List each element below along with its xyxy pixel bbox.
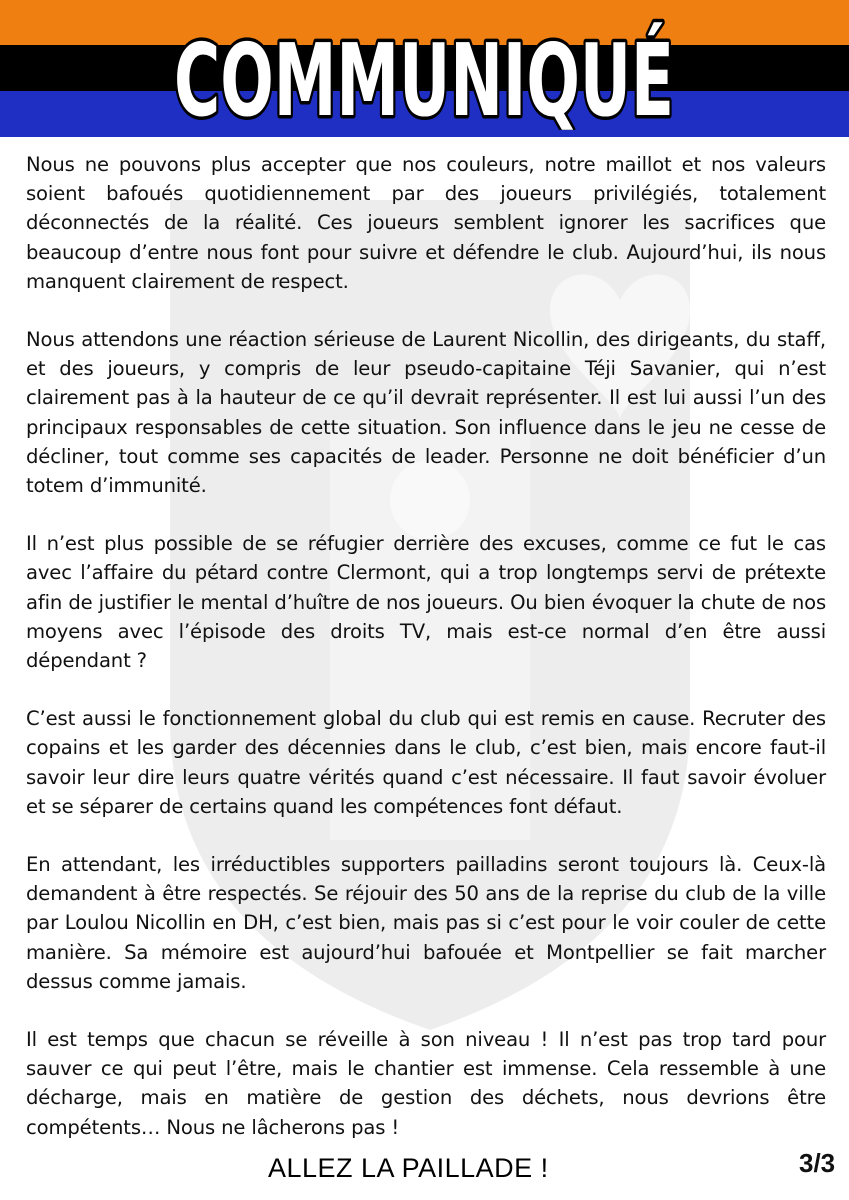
paragraph: Il n’est plus possible de se réfugier derrière des excuses, comme ce fut le cas avec l’affaire du pétard contre Clermont, qui a trop longtemps servi de prétexte afin de justifier le mental d’huître de nos joueurs. Ou bien évoquer la chute de nos moyens avec l’épisode des droits TV, mais est-ce normal d’en être aussi dépendant ? [26,532,826,673]
paragraph: Il est temps que chacun se réveille à son niveau ! Il n’est pas trop tard pour sauver ce qui peut l’être, mais le chantier est immense. Cela ressemble à une décharge, mais en matière de gestion des déchets, nous devrions être compétents… Nous ne lâcherons pas ! [26,1028,826,1139]
communique-title [0,10,849,130]
page-number: 3/3 [799,1148,836,1178]
footer-slogan: ALLEZ LA PAILLADE ! [268,1153,549,1183]
header-banner [0,0,849,137]
statement-body [26,150,826,1142]
title-text: COMMUNIQUÉ [174,22,674,130]
paragraph: Nous attendons une réaction sérieuse de Laurent Nicollin, des dirigeants, du staff, et des joueurs, y compris de leur pseudo-capitaine Téji Savanier, qui n’est clairement pas à la hauteur de ce qu’il devrait représenter. Il est lui aussi l’un des principaux responsables de cette situation. Son influence dans le jeu ne cesse de décliner, tout comme ses capacités de leader. Personne ne doit bénéficier d’un totem d’immunité. [26,328,826,498]
paragraph: C’est aussi le fonctionnement global du club qui est remis en cause. Recruter des copains et les garder des décennies dans le club, c’est bien, mais encore faut-il savoir leur dire leurs quatre vérités quand c’est nécessaire. Il faut savoir évoluer et se séparer de certains quand les compétences font défaut. [26,707,826,818]
paragraph: En attendant, les irréductibles supporters pailladins seront toujours là. Ceux-là demandent à être respectés. Se réjouir des 50 ans de la reprise du club de la ville par Loulou Nicollin en DH, c’est bien, mais pas si c’est pour le voir couler de cette manière. Sa mémoire est aujourd’hui bafouée et Montpellier se fait marcher dessus comme jamais. [26,853,826,993]
paragraph: Nous ne pouvons plus accepter que nos couleurs, notre maillot et nos valeurs soient bafoués quotidiennement par des joueurs privilégiés, totalement déconnectés de la réalité. Ces joueurs semblent ignorer les sacrifices que beaucoup d’entre nous font pour suivre et défendre le club. Aujourd’hui, ils nous manquent clairement de respect. [26,153,826,293]
